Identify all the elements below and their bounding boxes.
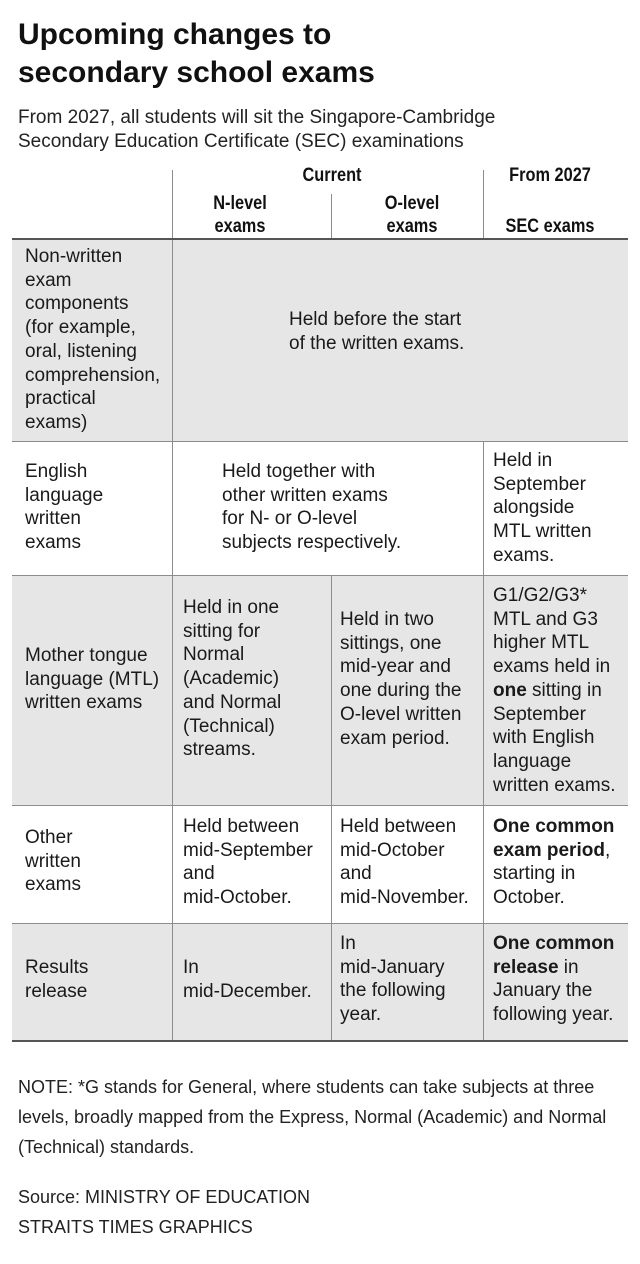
header-n-level: N-level exams <box>213 193 267 237</box>
source-line: Source: MINISTRY OF EDUCATION <box>18 1187 311 1207</box>
cell-results-sec-bold: One common release <box>493 933 615 978</box>
header-sec: SEC exams <box>505 216 595 237</box>
cell-results-sec <box>493 932 628 1027</box>
header-current: Current <box>302 165 362 186</box>
row-label-mtl: Mother tongue language (MTL) written exams <box>25 645 160 714</box>
source-credit <box>18 1182 618 1242</box>
grid-vline <box>172 170 173 1040</box>
grid-hline <box>12 1040 628 1042</box>
grid-hline <box>12 441 628 442</box>
cell-other-sec-after: , starting in October. <box>493 839 611 909</box>
grid-vline <box>331 194 332 238</box>
grid-hline <box>12 575 628 576</box>
page-subtitle: From 2027, all students will sit the Singapore-Cambridge Secondary Education Certificate (SEC) examinations <box>18 107 496 152</box>
cell-results-o-level: In mid-January the following year. <box>340 933 446 1026</box>
cell-mtl-o-level: Held in two sittings, one mid-year and one during the O-level written exam period. <box>340 609 462 749</box>
cell-english-current: Held together with other written exams for N- or O-level subjects respectively. <box>222 461 402 554</box>
cell-mtl-sec-bold: one <box>493 679 527 701</box>
cell-other-sec <box>493 815 628 910</box>
graphics-credit: STRAITS TIMES GRAPHICS <box>18 1217 253 1237</box>
cell-mtl-sec-after: sitting in September with English language written exams. <box>493 679 616 796</box>
header-o-level: O-level exams <box>384 193 440 237</box>
row-label-non-written: Non-written exam components (for example, oral, listening comprehension, practical exams) <box>25 246 161 433</box>
row-label-other: Other written exams <box>25 827 81 896</box>
row-label-results: Results release <box>25 957 89 1002</box>
page-title: Upcoming changes to secondary school exams <box>18 18 375 89</box>
header-from-2027: From 2027 <box>509 165 591 186</box>
cell-mtl-n-level: Held in one sitting for Normal (Academic) and Normal (Technical) streams. <box>183 597 282 761</box>
cell-non-written-all: Held before the start of the written exams. <box>289 309 465 354</box>
grid-hline <box>12 805 628 806</box>
cell-results-sec-after: in January the following year. <box>493 956 614 1026</box>
cell-english-sec: Held in September alongside MTL written exams. <box>493 450 592 566</box>
cell-results-n-level: In mid-December. <box>183 957 312 1002</box>
grid-vline <box>483 441 484 1040</box>
grid-hline <box>12 238 628 240</box>
cell-other-sec-bold: One common exam period <box>493 816 615 861</box>
footnote: NOTE: *G stands for General, where students can take subjects at three levels, broadly mapped from the Express, Normal (Academic) and Normal (Technical) standards. <box>18 1077 607 1157</box>
grid-vline <box>331 576 332 1040</box>
grid-hline <box>12 923 628 924</box>
cell-mtl-sec <box>493 584 628 797</box>
cell-other-n-level: Held between mid-September and mid-October. <box>183 816 313 909</box>
cell-mtl-sec-before: G1/G2/G3* MTL and G3 higher MTL exams held in <box>493 585 611 678</box>
row-label-english: English language written exams <box>25 461 104 554</box>
grid-vline <box>483 170 484 238</box>
cell-other-o-level: Held between mid-October and mid-November. <box>340 816 469 909</box>
